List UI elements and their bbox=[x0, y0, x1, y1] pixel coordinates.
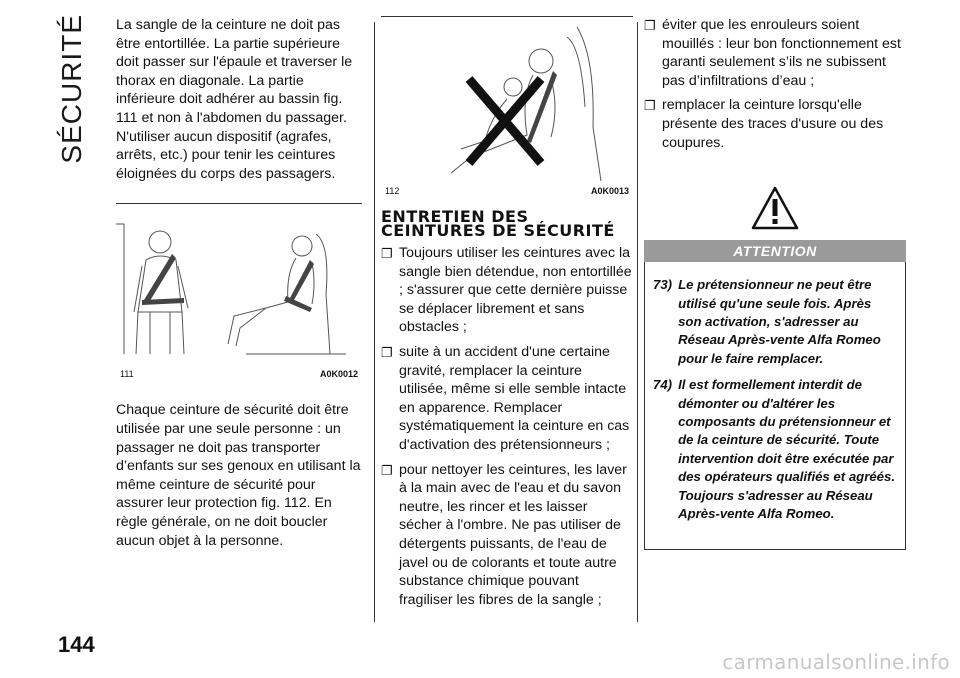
list-item bbox=[644, 16, 906, 90]
warning-number: 73) bbox=[653, 277, 673, 293]
warning-text: Le prétensionneur ne peut être utilisé qu'une seule fois. Après son activation, s'adresser au Réseau Après-vente Alfa Romeo pour le faire remplacer. bbox=[678, 277, 881, 366]
warning-box bbox=[644, 262, 906, 550]
figure-111 bbox=[116, 203, 362, 379]
list-item-text: suite à un accident d'une certaine gravité, remplacer la ceinture utilisée, même si elle semble intacte en apparence. Remplacer systématiquement la ceinture en cas d'activation des prétensionneurs ; bbox=[399, 343, 630, 453]
warning-triangle-icon bbox=[751, 186, 799, 230]
list-item bbox=[381, 244, 633, 337]
list-item-text: pour nettoyer les ceintures, les laver à la main avec de l'eau et du savon neutre, les rincer et les laisser sécher à l'ombre. Ne pas utiliser de détergents puissants, de l'eau de javel ou de colorants et toute autre substance chimique pouvant fragiliser les fibres de la sangle ; bbox=[399, 461, 627, 608]
checkbox-bullet-icon: ❐ bbox=[381, 246, 393, 261]
intro-paragraph: La sangle de la ceinture ne doit pas être entortillée. La partie supérieure doit passer sur l'épaule et traverser le thorax en diagonale. La partie inférieure doit adhérer au bassin fig. 111 et non à l'abdomen du passager. N'utiliser aucun dispositif (agrafes, arrêts, etc.) pour tenir les ceintures éloignées du corps des passagers. bbox=[116, 17, 353, 182]
watermark: carmanualsonline.info bbox=[722, 650, 950, 674]
figure-112 bbox=[381, 16, 633, 196]
column-2 bbox=[381, 16, 633, 615]
warning-text: Il est formellement interdit de démonter ou d'altérer les composants du prétensionneur et de la ceinture de sécurité. Toute intervention doit être exécutée par des opérateurs qualifiés et agréés. Toujours s'adresser au Réseau Après-vente Alfa Romeo. bbox=[678, 377, 896, 522]
checkbox-bullet-icon: ❐ bbox=[644, 18, 656, 33]
checkbox-bullet-icon: ❐ bbox=[381, 344, 393, 360]
checkbox-bullet-icon: ❐ bbox=[381, 462, 393, 478]
figure-caption bbox=[381, 186, 633, 196]
list-item bbox=[381, 343, 633, 455]
figure-code: A0K0012 bbox=[319, 369, 358, 380]
maintenance-heading: ENTRETIEN DES CEINTURES DE SÉCURITÉ bbox=[381, 207, 615, 240]
warning-title: ATTENTION bbox=[644, 240, 906, 262]
column-divider bbox=[374, 22, 375, 622]
maintenance-list bbox=[381, 244, 633, 609]
list-item bbox=[381, 461, 633, 610]
warning-number: 74) bbox=[653, 377, 673, 393]
section-title: SÉCURITÉ bbox=[56, 14, 87, 164]
figure-caption bbox=[116, 369, 362, 379]
list-item-text: éviter que les enrouleurs soient mouillés : leur bon fonctionnement est garanti seulement s’ils ne subissent pas d’infiltrations d’eau ; bbox=[662, 17, 901, 89]
column-1 bbox=[116, 16, 362, 550]
child-on-lap-illustration bbox=[381, 17, 633, 181]
warning-item bbox=[653, 276, 897, 368]
body-paragraph: Chaque ceinture de sécurité doit être utilisée par une seule personne : un passager ne doit pas transporter d’enfants sur ses genoux en utilisant la même ceinture de sécurité pour assurer leur protection fig. 112. En règle générale, on ne doit boucler aucun objet à la personne. bbox=[116, 402, 361, 549]
column-divider bbox=[637, 22, 638, 622]
seatbelt-position-illustration bbox=[116, 204, 362, 364]
list-item bbox=[644, 96, 906, 152]
list-item-text: Toujours utiliser les ceintures avec la sangle bien détendue, non entortillée ; s'assurer que cette dernière puisse se déplacer librement et sans obstacles ; bbox=[399, 245, 632, 336]
list-item-text: remplacer la ceinture lorsqu'elle présente des traces d'usure ou des coupures. bbox=[662, 97, 884, 151]
section-tab bbox=[48, 14, 96, 164]
column-3 bbox=[644, 16, 906, 550]
maintenance-list-continued bbox=[644, 16, 906, 152]
figure-code: A0K0013 bbox=[590, 186, 629, 196]
page-number: 144 bbox=[58, 632, 95, 657]
figure-number: 111 bbox=[120, 369, 134, 380]
warning-item bbox=[653, 376, 897, 523]
figure-number: 112 bbox=[385, 186, 400, 196]
checkbox-bullet-icon: ❐ bbox=[644, 98, 656, 114]
